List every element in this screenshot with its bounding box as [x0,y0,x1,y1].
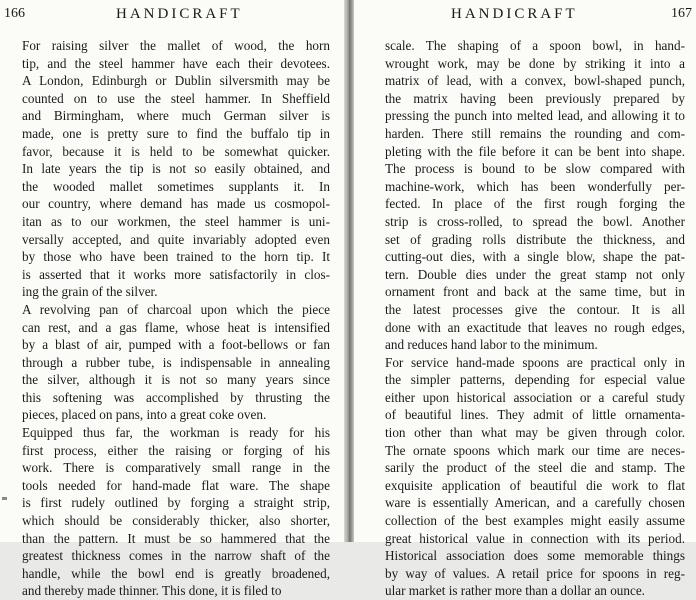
text-line: wrought work, may be done by striking it into a [385,55,685,71]
text-line: cutting-out dies, with a single blow, shape the pat- [385,249,685,265]
text-line: tion other than what may be given through color. [385,425,685,441]
running-head: HANDICRAFT [116,6,243,22]
text-line: handle, while the bowl end is greatly broadened, [22,565,330,581]
text-line: pleting with the file before it can be bent into shape. [385,143,685,159]
text-line: the simpler patterns, depending for especial value [385,372,685,388]
book-gutter [344,0,354,542]
text-line: tern. Double dies under the great stamp not only [385,266,685,282]
text-line: exquisite application of beautiful die work to flat [385,477,685,493]
text-line: Equipped thus far, the workman is ready for his [22,425,330,441]
text-line: matrix of lead, with a convex, bowl-shaped punch, [385,73,685,89]
page-number: 167 [671,6,692,21]
text-line: tip, and the steel hammer have each their devotees. [22,55,330,71]
text-line: ornament front and back at the same time, but in [385,284,685,300]
text-line: harden. There still remains the rounding and com- [385,125,685,141]
text-line: the latest processes give the contour. It is all [385,301,685,317]
left-page [0,0,344,599]
text-line: than the pattern. It must be so hammered that the [22,530,330,546]
text-line: great historical value in connection with its period. [385,530,685,546]
text-line: by a blast of air, pumped with a foot-bellows or fan [22,337,330,353]
text-line: A revolving pan of charcoal upon which the piece [22,301,330,317]
text-line: A London, Edinburgh or Dublin silversmith may be [22,73,330,89]
text-line: ware is essentially American, and a carefully chosen [385,495,685,511]
text-line: For service hand-made spoons are practical only in [385,354,685,370]
text-line: collection of the best examples might easily assume [385,513,685,529]
text-line: greatest thickness comes in the narrow shaft of the [22,548,330,564]
text-line: which should be considerably thicker, also shorter, [22,513,330,529]
text-line: by those who have been trained to the horn tip. It [22,249,330,265]
text-line: The process is bound to be slow compared with [385,161,685,177]
text-line: favor, because it is held to be somewhat quicker. [22,143,330,159]
text-line: Historical association does some memorable things [385,548,685,564]
text-line: first process, either the raising or forging of his [22,442,330,458]
page-body [385,37,685,600]
text-line: either upon historical association or a careful study [385,389,685,405]
text-line: the silver, although it is not so many years since [22,372,330,388]
text-line: ular market is rather more than a dollar an ounce. [385,583,645,599]
text-line: machine-work, which has been wonderfully per- [385,178,685,194]
page-body [22,37,330,600]
text-line: For raising silver the mallet of wood, the horn [22,38,330,53]
running-head: HANDICRAFT [451,6,578,22]
text-line: set of grading rolls distribute the thickness, and [385,231,685,247]
text-line: pieces, placed on pans, into a great coke oven. [22,407,267,423]
text-line: The ornate spoons which mark our time are neces- [385,442,685,458]
text-line: tools needed for hand-made flat ware. The shape [22,477,330,493]
text-line: through a rubber tube, is indispensable in annealing [22,354,330,370]
text-line: this softening was accomplished by thrusting the [22,389,330,405]
text-line: fected. In place of the first rough forging the [385,196,685,212]
text-line: In late years the tip is not so easily obtained, and [22,161,330,177]
text-line: and reduces hand labor to the minimum. [385,337,598,353]
text-line: our country, where demand has made us cosmopol- [22,196,330,212]
text-line: by way of values. A retail price for spoons in reg- [385,565,685,581]
text-line: versally accepted, and quite invariably adopted even [22,231,330,247]
text-line: scale. The shaping of a spoon bowl, in hand- [385,38,685,53]
text-line: the matrix having been previously prepared by [385,90,685,106]
margin-mark [2,497,7,500]
text-line: and Birmingham, where much German silver is [22,108,330,124]
text-line: can rest, and a gas flame, whose heat is intensified [22,319,330,335]
text-line: ing the grain of the silver. [22,284,158,300]
text-line: itan as to our workmen, the steel hammer is uni- [22,213,330,229]
text-line: strip is cross-rolled, to spread the bowl. Another [385,213,685,229]
text-line: of beautiful lines. They admit of little ornamenta- [385,407,685,423]
text-line: pressing the punch into melted lead, and allowing it to [385,108,685,124]
text-line: work. There is comparatively small range in the [22,460,330,476]
text-line: sarily the product of the steel die and stamp. The [385,460,685,476]
text-line: is asserted that it works more satisfactorily in clos- [22,266,330,282]
page-number: 166 [4,6,25,21]
text-line: made, one is pretty sure to find the buffalo tip in [22,125,330,141]
right-page [354,0,696,599]
text-line: done with an exactitude that leaves no rough edges, [385,319,685,335]
text-line: the wooded mallet sometimes supplants it. In [22,178,330,194]
text-line: is first rudely outlined by forging a straight strip, [22,495,330,511]
text-line: counted on to use the steel hammer. In Sheffield [22,90,330,106]
text-line: and thereby made thinner. This done, it is filed to [22,583,282,599]
